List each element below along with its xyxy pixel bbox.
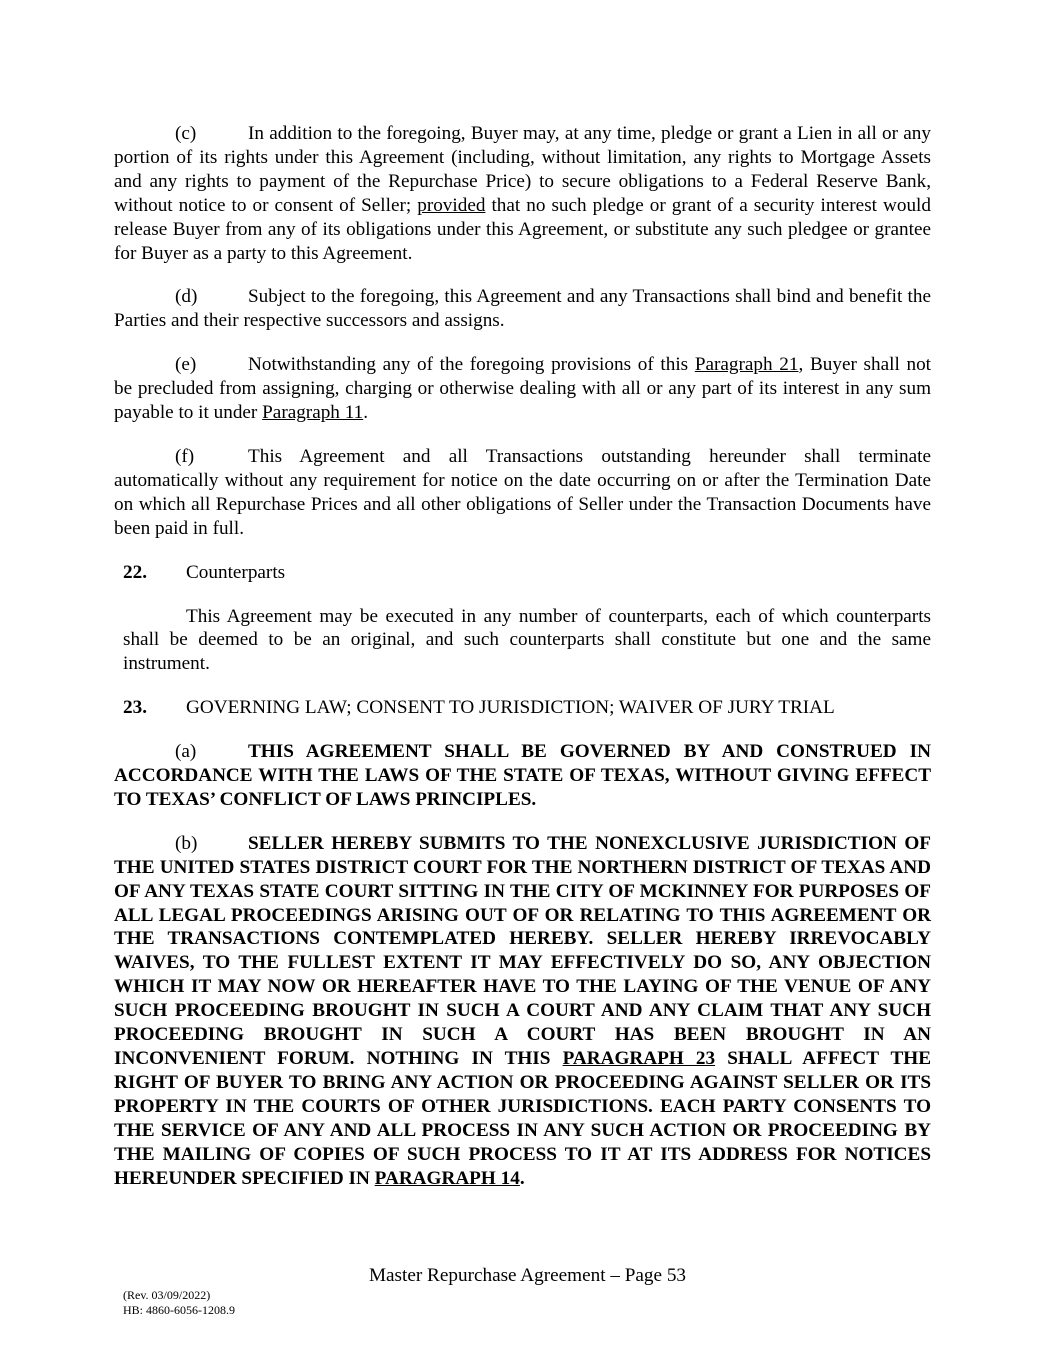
paragraph-23a-text: THIS AGREEMENT SHALL BE GOVERNED BY AND CONSTRUED IN ACCORDANCE WITH THE LAWS OF THE STATE OF TEXAS, WITHOUT GIVING EFFECT TO TEXAS’ CONFLICT OF LAWS PRINCIPLES.	[114, 741, 931, 810]
paragraph-c-label: (c)	[175, 123, 197, 144]
paragraph-23a-label: (a)	[175, 741, 197, 763]
footer-revision: (Rev. 03/09/2022)	[123, 1288, 211, 1302]
paragraph-d-label: (d)	[175, 286, 198, 308]
section-22-body: This Agreement may be executed in any number of counterparts, each of which counterparts shall be deemed to be an original, and such counterparts shall constitute but one and the same instrument.	[123, 605, 931, 675]
footer-document-id: HB: 4860-6056-1208.9	[123, 1303, 235, 1317]
footer-page-title: Master Repurchase Agreement – Page 53	[368, 1265, 687, 1286]
paragraph-23a	[114, 740, 931, 812]
paragraph-21-reference: Paragraph 21	[694, 354, 799, 376]
paragraph-f-label: (f)	[175, 445, 195, 467]
paragraph-c	[114, 122, 931, 265]
section-23-title: GOVERNING LAW; CONSENT TO JURISDICTION; WAIVER OF JURY TRIAL	[186, 697, 835, 719]
section-23-heading	[123, 696, 931, 720]
paragraph-23b	[114, 832, 931, 1191]
paragraph-d	[114, 285, 931, 333]
paragraph-e-text-3: .	[363, 402, 368, 424]
paragraph-e	[114, 353, 931, 425]
paragraph-c-text-2: that no such pledge or grant of a security interest would release Buyer from any of its obligations under this Agreement, or substitute any such pledgee or grantee for Buyer as a party to this Agreement.	[114, 194, 931, 264]
paragraph-e-text-1: Notwithstanding any of the foregoing provisions of this	[248, 354, 695, 376]
paragraph-11-reference: Paragraph 11	[262, 402, 364, 424]
paragraph-e-text-2: , Buyer shall not be precluded from assigning, charging or otherwise dealing with all or any part of its interest in any sum payable to it under	[114, 354, 931, 424]
paragraph-23b-label: (b)	[175, 832, 198, 854]
section-22-number: 22.	[123, 561, 147, 583]
section-22-heading	[123, 561, 931, 585]
paragraph-23-reference: PARAGRAPH 23	[562, 1048, 716, 1069]
paragraph-f-text: This Agreement and all Transactions outstanding hereunder shall terminate automatically without any requirement for notice on the date occurring on or after the Termination Date on which all Repurchase Prices and all other obligations of Seller under the Transaction Documents have been paid in full.	[114, 445, 931, 539]
provided-term: provided	[417, 194, 486, 216]
document-body	[114, 122, 931, 1210]
paragraph-23b-text-1: SELLER HEREBY SUBMITS TO THE NONEXCLUSIVE JURISDICTION OF THE UNITED STATES DISTRICT COURT FOR THE NORTHERN DISTRICT OF TEXAS AND OF ANY TEXAS STATE COURT SITTING IN THE CITY OF MCKINNEY FOR PURPOSES OF ALL LEGAL PROCEEDINGS ARISING OUT OF OR RELATING TO THIS AGREEMENT OR THE TRANSACTIONS CONTEMPLATED HEREBY. SELLER HEREBY IRREVOCABLY WAIVES, TO THE FULLEST EXTENT IT MAY EFFECTIVELY DO SO, ANY OBJECTION WHICH IT MAY NOW OR HEREAFTER HAVE TO THE LAYING OF THE VENUE OF ANY SUCH PROCEEDING BROUGHT IN SUCH A COURT AND ANY CLAIM THAT ANY SUCH PROCEEDING BROUGHT IN SUCH A COURT HAS BEEN BROUGHT IN AN INCONVENIENT FORUM. NOTHING IN THIS	[114, 832, 931, 1069]
paragraph-23b-text-2: SHALL AFFECT THE RIGHT OF BUYER TO BRING ANY ACTION OR PROCEEDING AGAINST SELLER OR ITS PROPERTY IN THE COURTS OF OTHER JURISDICTIONS. EACH PARTY CONSENTS TO THE SERVICE OF ANY AND ALL PROCESS IN ANY SUCH ACTION OR PROCEEDING BY THE MAILING OF COPIES OF SUCH PROCESS TO IT AT ITS ADDRESS FOR NOTICES HEREUNDER SPECIFIED IN	[114, 1048, 931, 1189]
paragraph-f	[114, 445, 931, 541]
paragraph-e-label: (e)	[175, 354, 197, 376]
paragraph-14-reference: PARAGRAPH 14	[374, 1167, 520, 1189]
paragraph-c-text-1: In addition to the foregoing, Buyer may, at any time, pledge or grant a Lien in all or any portion of its rights under this Agreement (including, without limitation, any rights to Mortgage Assets and any rights to payment of the Repurchase Price) to secure obligations to a Federal Reserve Bank, without notice to or consent of Seller;	[114, 123, 931, 216]
section-23-number: 23.	[123, 697, 147, 719]
paragraph-d-text: Subject to the foregoing, this Agreement and any Transactions shall bind and benefit the Parties and their respective successors and assigns.	[114, 286, 931, 332]
paragraph-23b-text-3: .	[519, 1167, 525, 1189]
section-22-title: Counterparts	[186, 561, 286, 583]
